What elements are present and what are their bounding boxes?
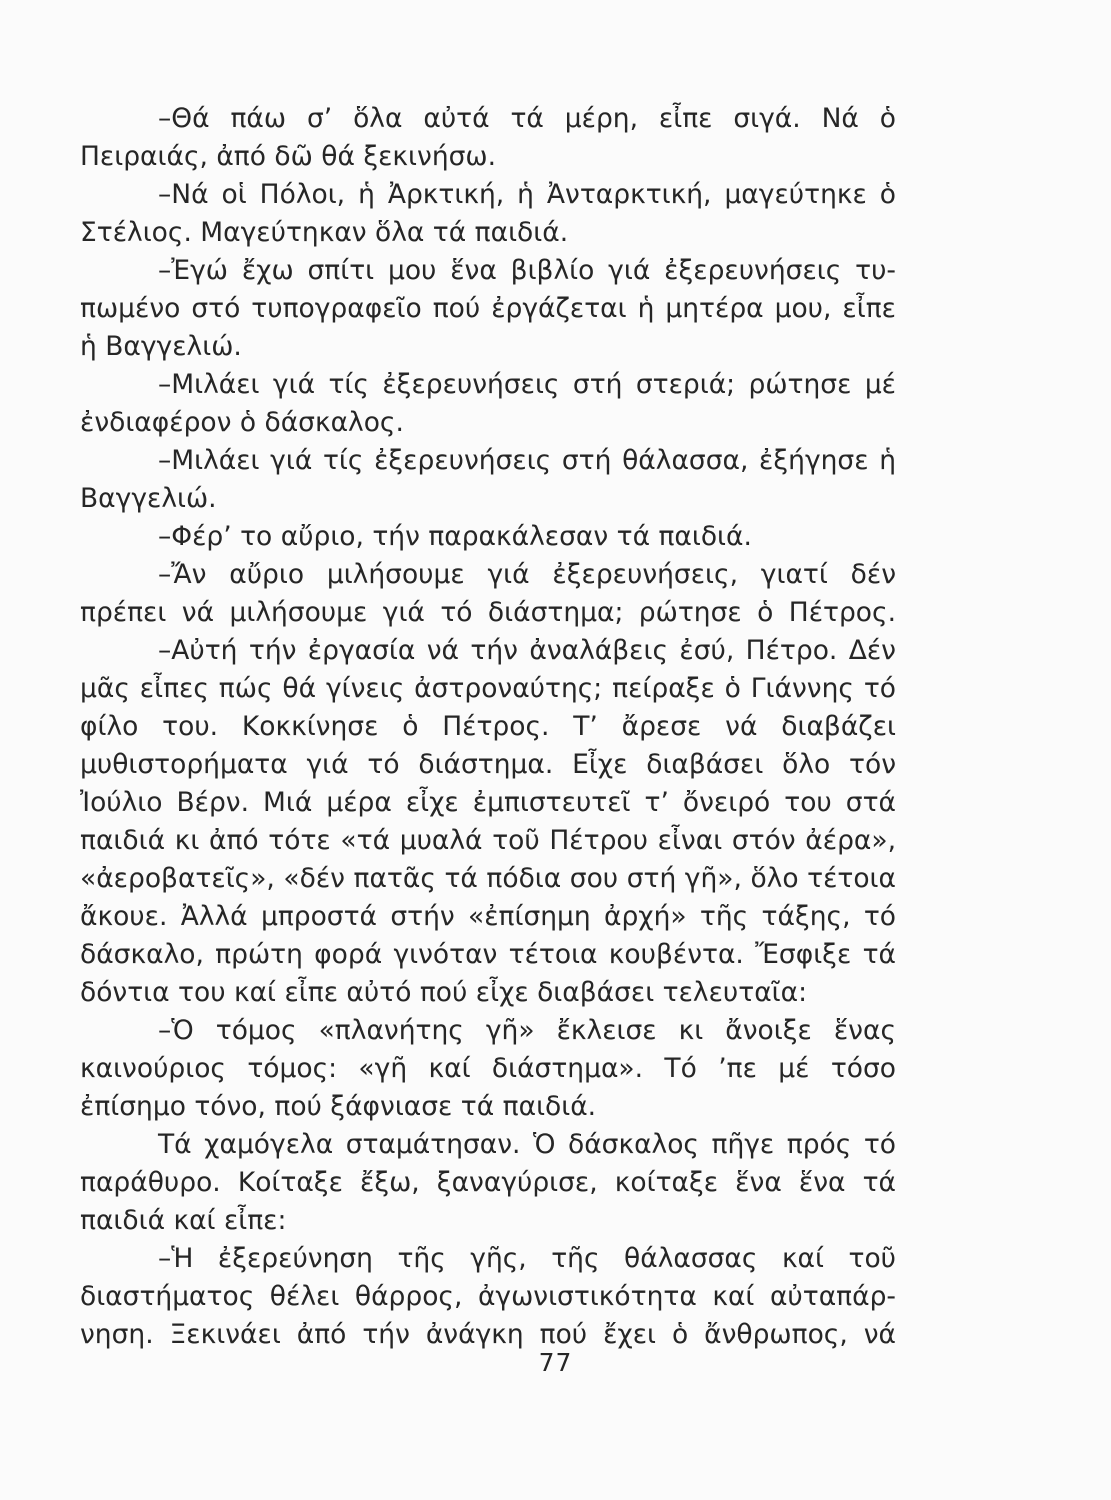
text-line: –Νά οἱ Πόλοι, ἡ Ἀρκτική, ἡ Ἀνταρκτική, μαγεύτηκε ὁ [158,179,896,210]
text-line: –Θά πάω σ’ ὅλα αὐτά τά μέρη, εἶπε σιγά. Νά ὁ [158,103,896,134]
text-line: πωμένο στό τυπογραφεῖο πού ἐργάζεται ἡ μητέρα μου, εἶπε [80,293,896,324]
text-line: –Φέρ’ το αὔριο, τήν παρακάλεσαν τά παιδιά. [158,521,752,552]
text-line: παράθυρο. Κοίταξε ἔξω, ξαναγύρισε, κοίταξε ἕνα ἕνα τά [80,1167,896,1198]
text-line: –Ὁ τόμος «πλανήτης γῆ» ἔκλεισε κι ἄνοιξε ἕνας [158,1015,896,1046]
text-line: Πειραιάς, ἀπό δῶ θά ξεκινήσω. [80,141,497,172]
text-line: Στέλιος. Μαγεύτηκαν ὅλα τά παιδιά. [80,217,569,248]
text-line: Τά χαμόγελα σταμάτησαν. Ὁ δάσκαλος πῆγε πρός τό [158,1129,896,1160]
text-line: –Ἐγώ ἔχω σπίτι μου ἕνα βιβλίο γιά ἐξερευνήσεις τυ- [158,255,896,286]
text-line: «ἀεροβατεῖς», «δέν πατᾶς τά πόδια σου στή γῆ», ὅλο τέτοια [80,863,896,894]
text-line: ἐπίσημο τόνο, πού ξάφνιασε τά παιδιά. [80,1091,597,1122]
text-line: νηση. Ξεκινάει ἀπό τήν ἀνάγκη πού ἔχει ὁ ἄνθρωπος, νά [80,1319,896,1350]
text-line: ἐνδιαφέρον ὁ δάσκαλος. [80,407,404,438]
text-line: Ἰούλιο Βέρν. Μιά μέρα εἶχε ἐμπιστευτεῖ τ’ ὄνειρό του στά [80,787,896,818]
text-line: μᾶς εἶπες πώς θά γίνεις ἀστροναύτης; πείραξε ὁ Γιάννης τό [80,673,896,704]
text-line: παιδιά κι ἀπό τότε «τά μυαλά τοῦ Πέτρου εἶναι στόν ἀέρα», [80,825,896,856]
page-number: 77 [538,1348,573,1377]
text-line: –Αὐτή τήν ἐργασία νά τήν ἀναλάβεις ἐσύ, Πέτρο. Δέν [158,635,896,666]
text-line: –Μιλάει γιά τίς ἐξερευνήσεις στή θάλασσα, ἐξήγησε ἡ [158,445,896,476]
text-line: Βαγγελιώ. [80,483,217,514]
text-line: –Μιλάει γιά τίς ἐξερευνήσεις στή στεριά; ρώτησε μέ [158,369,896,400]
text-line: καινούριος τόμος: «γῆ καί διάστημα». Τό ’πε μέ τόσο [80,1053,896,1084]
text-line: δάσκαλο, πρώτη φορά γινόταν τέτοια κουβέντα. Ἔσφιξε τά [80,939,896,970]
text-line: μυθιστορήματα γιά τό διάστημα. Εἶχε διαβάσει ὅλο τόν [80,749,896,780]
text-line: ἄκουε. Ἀλλά μπροστά στήν «ἐπίσημη ἀρχή» τῆς τάξης, τό [80,901,896,932]
text-line: διαστήματος θέλει θάρρος, ἀγωνιστικότητα καί αὐταπάρ- [80,1281,896,1312]
text-line: ἡ Βαγγελιώ. [80,331,242,362]
text-line: δόντια του καί εἶπε αὐτό πού εἶχε διαβάσει τελευταῖα: [80,977,808,1008]
text-line: –Ἡ ἐξερεύνηση τῆς γῆς, τῆς θάλασσας καί τοῦ [158,1243,896,1274]
text-line: φίλο του. Κοκκίνησε ὁ Πέτρος. Τ’ ἄρεσε νά διαβάζει [80,711,896,742]
text-line: παιδιά καί εἶπε: [80,1205,287,1236]
text-line: –Ἄν αὔριο μιλήσουμε γιά ἐξερευνήσεις, γιατί δέν [158,559,896,590]
text-line: πρέπει νά μιλήσουμε γιά τό διάστημα; ρώτησε ὁ Πέτρος. [80,597,896,628]
